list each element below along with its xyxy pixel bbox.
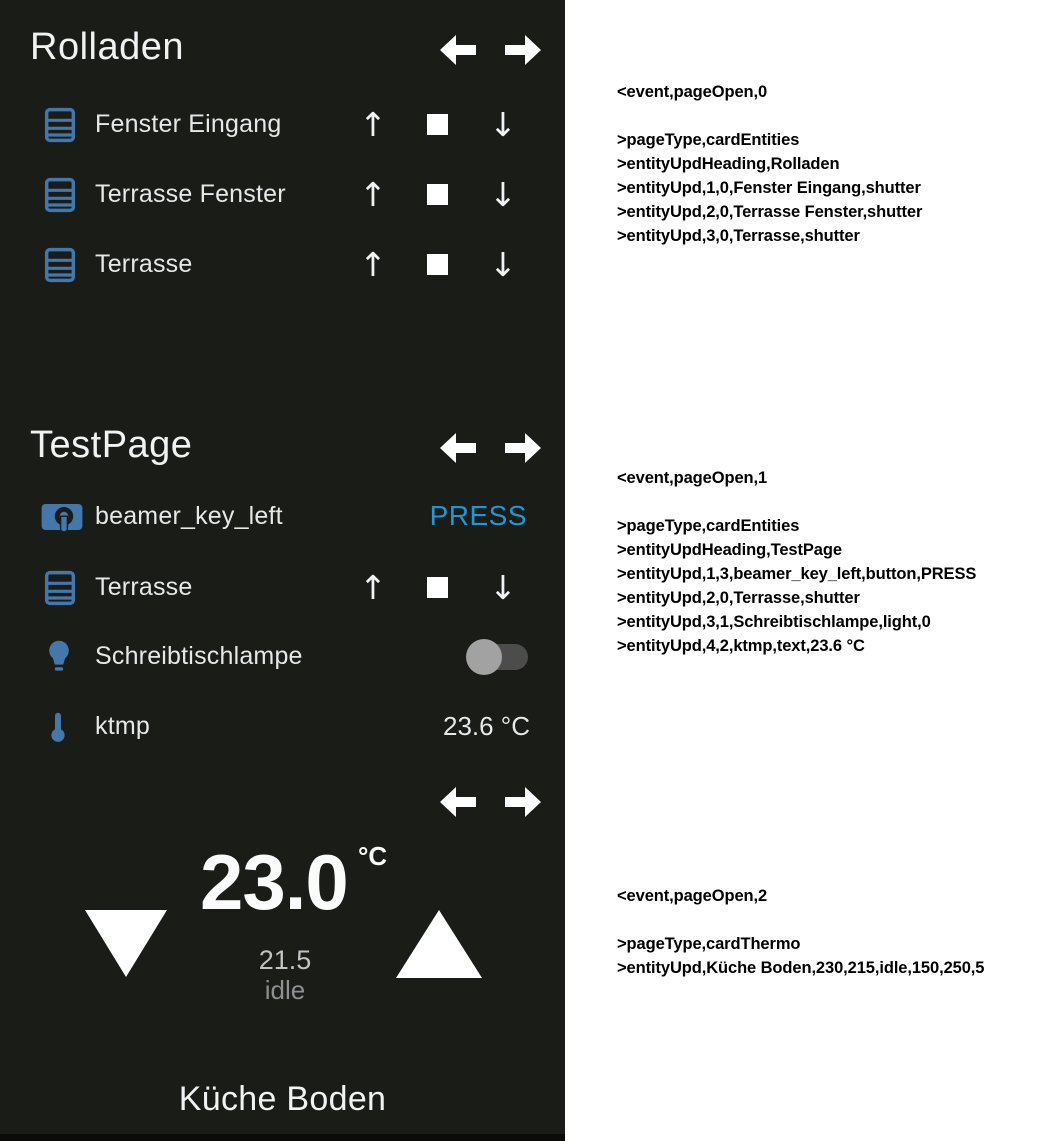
- temp-increase-button[interactable]: [396, 910, 482, 978]
- current-temperature: 23.0: [200, 838, 348, 926]
- nav-prev-button[interactable]: [438, 430, 478, 466]
- temp-decrease-button[interactable]: [85, 910, 167, 977]
- screen-bottom-edge: [0, 1134, 565, 1141]
- protocol-block-page1: [617, 466, 1045, 658]
- shutter-icon: [44, 107, 76, 143]
- shutter-icon: [44, 177, 76, 213]
- shutter-stop-button[interactable]: [427, 184, 448, 205]
- target-temperature: 21.5: [258, 945, 312, 975]
- shutter-down-button[interactable]: ↓: [489, 175, 517, 214]
- protocol-blank-line: [617, 490, 1045, 514]
- arrow-left-icon: [438, 32, 478, 68]
- protocol-block-page0: [617, 80, 1045, 248]
- entity-name: ktmp: [95, 712, 150, 740]
- arrow-left-icon: [438, 784, 478, 820]
- shutter-stop-button[interactable]: [427, 114, 448, 135]
- thermostat-name: Küche Boden: [178, 1080, 387, 1118]
- protocol-line: >entityUpdHeading,TestPage: [617, 541, 842, 559]
- arrow-right-icon: [503, 32, 543, 68]
- nav-next-button[interactable]: [503, 784, 543, 820]
- gesture-tap-button-icon: [40, 497, 84, 537]
- shutter-stop-button[interactable]: [427, 254, 448, 275]
- shutter-up-button[interactable]: ↑: [359, 568, 387, 607]
- protocol-line: >entityUpd,3,0,Terrasse,shutter: [617, 227, 860, 245]
- protocol-line: >entityUpd,2,0,Terrasse,shutter: [617, 589, 860, 607]
- lightbulb-icon: [46, 640, 72, 674]
- entity-name: Terrasse: [95, 573, 193, 601]
- page-title: Rolladen: [30, 26, 184, 68]
- entity-name: Fenster Eingang: [95, 110, 282, 138]
- shutter-stop-button[interactable]: [427, 577, 448, 598]
- protocol-block-page2: [617, 884, 1045, 980]
- toggle-knob[interactable]: [466, 639, 502, 675]
- protocol-line: >pageType,cardEntities: [617, 131, 800, 149]
- protocol-blank-line: [617, 104, 1045, 128]
- protocol-line: >entityUpd,2,0,Terrasse Fenster,shutter: [617, 203, 923, 221]
- shutter-down-button[interactable]: ↓: [489, 105, 517, 144]
- protocol-line: >entityUpd,3,1,Schreibtischlampe,light,0: [617, 613, 931, 631]
- entity-name: beamer_key_left: [95, 502, 283, 530]
- shutter-icon: [44, 570, 76, 606]
- protocol-event-line: <event,pageOpen,1: [617, 469, 768, 487]
- thermometer-icon: [50, 712, 66, 742]
- protocol-line: >pageType,cardEntities: [617, 517, 800, 535]
- shutter-icon: [44, 247, 76, 283]
- protocol-line: >entityUpd,1,0,Fenster Eingang,shutter: [617, 179, 921, 197]
- arrow-right-icon: [503, 784, 543, 820]
- protocol-blank-line: [617, 908, 1045, 932]
- press-button[interactable]: PRESS: [429, 500, 527, 531]
- shutter-up-button[interactable]: ↑: [359, 175, 387, 214]
- page-title: TestPage: [30, 424, 193, 466]
- protocol-line: >pageType,cardThermo: [617, 935, 801, 953]
- hvac-state: idle: [264, 975, 306, 1005]
- entity-name: Schreibtischlampe: [95, 642, 303, 670]
- protocol-line: >entityUpd,4,2,ktmp,text,23.6 °C: [617, 637, 865, 655]
- sensor-value: 23.6 °C: [442, 711, 530, 741]
- protocol-line: >entityUpd,Küche Boden,230,215,idle,150,250,5: [617, 959, 985, 977]
- protocol-event-line: <event,pageOpen,0: [617, 83, 768, 101]
- protocol-line: >entityUpd,1,3,beamer_key_left,button,PRESS: [617, 565, 977, 583]
- shutter-down-button[interactable]: ↓: [489, 245, 517, 284]
- nav-prev-button[interactable]: [438, 784, 478, 820]
- protocol-line: >entityUpdHeading,Rolladen: [617, 155, 840, 173]
- nav-prev-button[interactable]: [438, 32, 478, 68]
- entity-name: Terrasse: [95, 250, 193, 278]
- temperature-unit: °C: [358, 841, 388, 871]
- nav-next-button[interactable]: [503, 32, 543, 68]
- entity-name: Terrasse Fenster: [95, 180, 286, 208]
- nav-next-button[interactable]: [503, 430, 543, 466]
- arrow-right-icon: [503, 430, 543, 466]
- protocol-event-line: <event,pageOpen,2: [617, 887, 768, 905]
- shutter-up-button[interactable]: ↑: [359, 105, 387, 144]
- arrow-left-icon: [438, 430, 478, 466]
- shutter-up-button[interactable]: ↑: [359, 245, 387, 284]
- shutter-down-button[interactable]: ↓: [489, 568, 517, 607]
